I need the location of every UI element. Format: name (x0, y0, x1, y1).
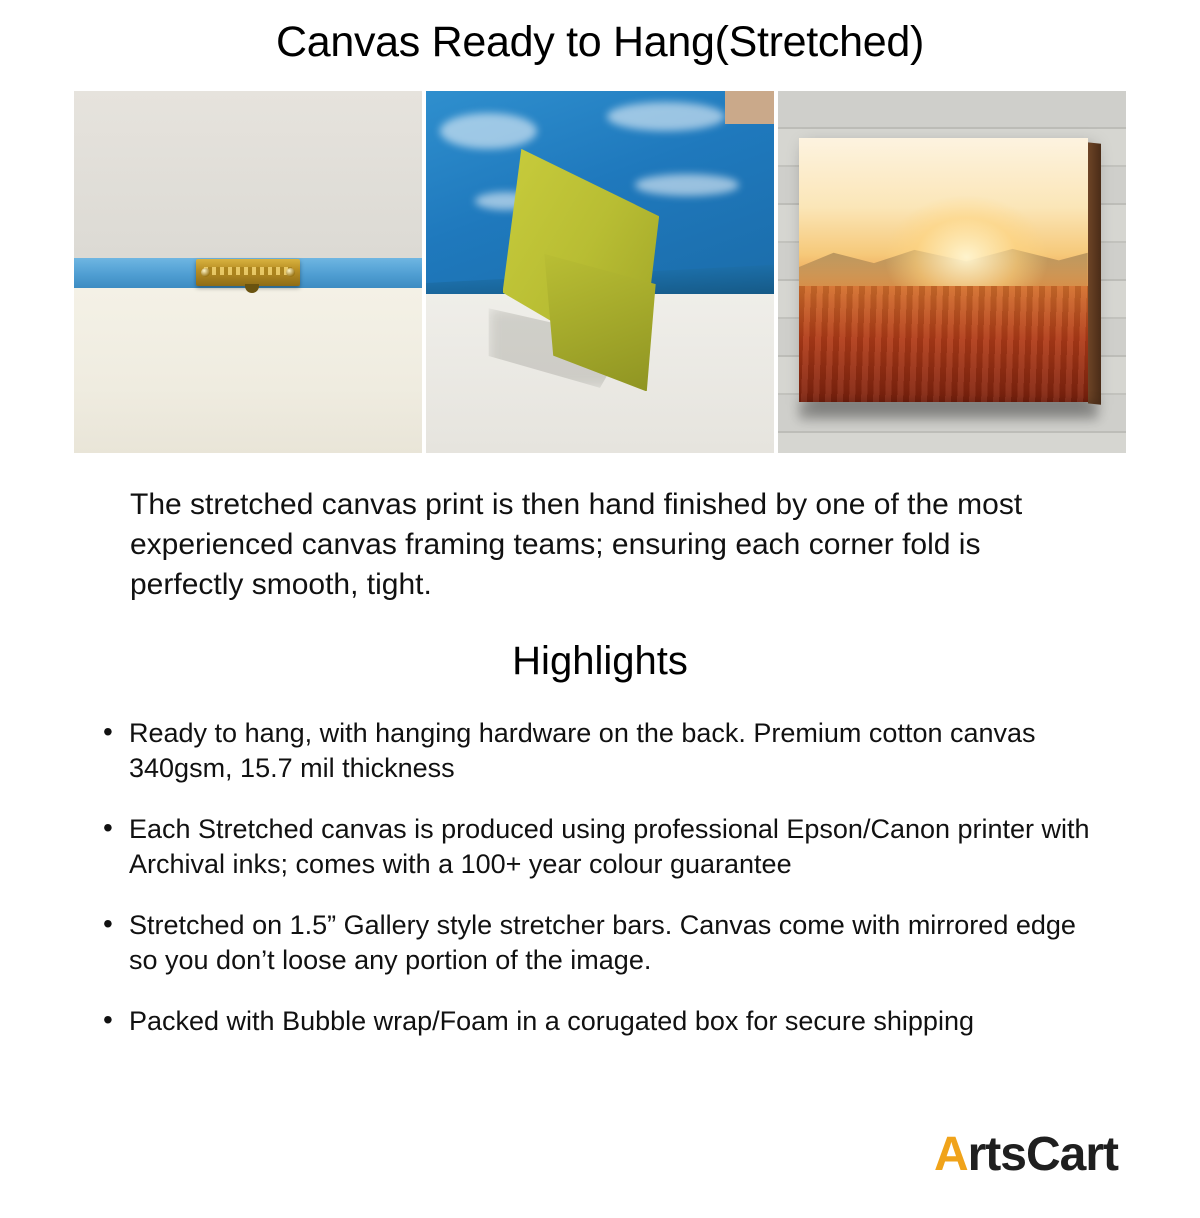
photo1-background (74, 91, 422, 258)
photo2-cloud (607, 102, 725, 131)
canvas-on-wall-image (778, 91, 1126, 453)
logo-accent-letter: A (933, 1128, 968, 1181)
photo3-canvas-artwork (799, 138, 1088, 402)
artscart-logo (934, 1127, 1118, 1182)
list-item: • Packed with Bubble wrap/Foam in a corugated box for secure shipping (95, 1004, 1105, 1039)
page-title: Canvas Ready to Hang(Stretched) (276, 18, 924, 66)
canvas-back-hanging-hardware-image (74, 91, 422, 453)
photo3-drop-shadow (799, 402, 1098, 420)
bracket-notch-icon (245, 284, 259, 293)
bracket-screw-left-icon (201, 268, 210, 277)
list-item: • Ready to hang, with hanging hardware on the back. Premium cotton canvas 340gsm, 15.7 mil thickness (95, 716, 1105, 786)
photo2-corner-strip (725, 91, 774, 124)
highlights-heading: Highlights (512, 639, 688, 683)
photo2-cloud (440, 113, 537, 149)
hanging-bracket-icon (196, 259, 300, 286)
logo-text: rtsCart (967, 1128, 1118, 1181)
product-image-strip (74, 91, 1126, 453)
photo3-canvas-side-edge (1088, 143, 1101, 405)
photo3-field-texture (799, 286, 1088, 402)
product-info-page (0, 18, 1200, 1218)
list-item: • Each Stretched canvas is produced using professional Epson/Canon printer with Archival inks; comes with a 100+ year colour guarantee (95, 812, 1105, 882)
canvas-corner-fold-image (426, 91, 774, 453)
photo1-canvas-face (74, 288, 422, 453)
list-item: • Stretched on 1.5” Gallery style stretcher bars. Canvas come with mirrored edge so you don’t loose any portion of the image. (95, 908, 1105, 978)
photo2-cloud (635, 174, 739, 196)
description-paragraph: The stretched canvas print is then hand finished by one of the most experienced canvas framing teams; ensuring each corner fold is perfectly smooth, tight. (130, 488, 1023, 601)
bracket-screw-right-icon (286, 268, 295, 277)
highlights-list (95, 716, 1105, 1039)
